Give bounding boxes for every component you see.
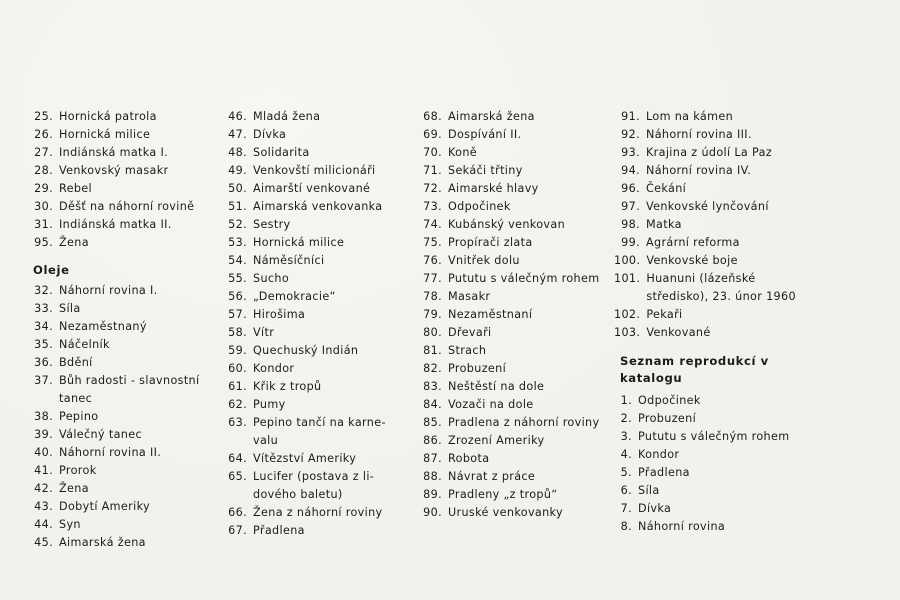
list-item <box>227 144 407 162</box>
item-title: Krajina z údolí La Paz <box>646 146 773 159</box>
list-item <box>33 534 218 552</box>
item-number: 7. <box>620 502 632 515</box>
column-2 <box>227 108 407 540</box>
list-item <box>422 432 602 450</box>
list-item <box>227 360 407 378</box>
item-number: 25. <box>34 110 53 123</box>
item-number: 87. <box>423 452 442 465</box>
item-title: Náčelník <box>59 338 110 351</box>
item-title: Síla <box>59 302 81 315</box>
list-item <box>227 414 407 450</box>
item-number: 95. <box>34 236 53 249</box>
item-title: Hirošima <box>253 308 306 321</box>
artwork-list-continued <box>614 108 814 342</box>
list-item <box>614 126 814 144</box>
list-item <box>422 468 602 486</box>
item-number: 50. <box>228 182 247 195</box>
list-item <box>614 144 814 162</box>
item-number: 39. <box>34 428 53 441</box>
item-number: 58. <box>228 326 247 339</box>
item-number: 100. <box>614 254 641 267</box>
item-title: Přadlena <box>638 466 690 479</box>
list-item <box>227 198 407 216</box>
item-title: Síla <box>638 484 660 497</box>
item-number: 49. <box>228 164 247 177</box>
item-number: 2. <box>620 412 632 425</box>
list-item <box>227 126 407 144</box>
list-item <box>614 234 814 252</box>
item-number: 27. <box>34 146 53 159</box>
list-item <box>33 480 218 498</box>
item-title: Zrození Ameriky <box>448 434 545 447</box>
item-number: 38. <box>34 410 53 423</box>
item-title: Děšť na náhorní rovině <box>59 200 195 213</box>
item-title: „Demokracie“ <box>253 290 336 303</box>
item-title: Vozači na dole <box>448 398 534 411</box>
item-title: Huanuni (lázeňské středisko), 23. únor 1960 <box>646 272 796 303</box>
artwork-list-oils <box>33 282 218 552</box>
item-number: 83. <box>423 380 442 393</box>
item-number: 86. <box>423 434 442 447</box>
list-item <box>614 162 814 180</box>
item-number: 36. <box>34 356 53 369</box>
item-number: 94. <box>621 164 640 177</box>
list-item <box>227 504 407 522</box>
list-item <box>33 300 218 318</box>
list-item <box>33 180 218 198</box>
list-item <box>227 216 407 234</box>
item-number: 103. <box>614 326 641 339</box>
item-number: 3. <box>620 430 632 443</box>
item-number: 65. <box>228 470 247 483</box>
item-title: Náhorní rovina IV. <box>646 164 752 177</box>
item-number: 29. <box>34 182 53 195</box>
item-number: 45. <box>34 536 53 549</box>
list-item <box>422 108 602 126</box>
list-item <box>422 396 602 414</box>
list-item <box>614 464 814 482</box>
item-title: Nezaměstnaní <box>448 308 533 321</box>
item-title: Probuzení <box>638 412 697 425</box>
list-item <box>422 450 602 468</box>
item-number: 1. <box>620 394 632 407</box>
list-item <box>422 162 602 180</box>
item-number: 53. <box>228 236 247 249</box>
item-title: Čekání <box>646 182 687 195</box>
item-title: Dobytí Ameriky <box>59 500 150 513</box>
list-item <box>614 198 814 216</box>
list-item <box>614 270 814 306</box>
item-title: Indiánská matka I. <box>59 146 169 159</box>
list-item <box>33 426 218 444</box>
item-title: Pepino tančí na karne-valu <box>253 416 386 447</box>
item-number: 31. <box>34 218 53 231</box>
item-number: 84. <box>423 398 442 411</box>
item-title: Neštěstí na dole <box>448 380 545 393</box>
item-title: Náhorní rovina <box>638 520 726 533</box>
list-item <box>33 216 218 234</box>
item-title: Venkovské lynčování <box>646 200 769 213</box>
item-number: 67. <box>228 524 247 537</box>
item-number: 78. <box>423 290 442 303</box>
section-heading-reproductions: Seznam reprodukcí v katalogu <box>620 354 769 385</box>
item-title: Lucifer (postava z li-dového baletu) <box>253 470 375 501</box>
list-item <box>422 504 602 522</box>
list-item <box>227 162 407 180</box>
list-item <box>422 144 602 162</box>
list-item <box>227 468 407 504</box>
item-number: 80. <box>423 326 442 339</box>
item-title: Křik z tropů <box>253 380 322 393</box>
item-title: Žena z náhorní roviny <box>253 506 383 519</box>
list-item <box>33 408 218 426</box>
list-item <box>33 354 218 372</box>
item-number: 98. <box>621 218 640 231</box>
item-title: Bůh radosti - slavnostní tanec <box>59 374 200 405</box>
item-number: 4. <box>620 448 632 461</box>
item-number: 59. <box>228 344 247 357</box>
item-number: 8. <box>620 520 632 533</box>
item-title: Aimarská venkovanka <box>253 200 383 213</box>
item-number: 89. <box>423 488 442 501</box>
item-title: Dospívání II. <box>448 128 522 141</box>
list-item <box>33 318 218 336</box>
item-title: Indiánská matka II. <box>59 218 172 231</box>
item-number: 28. <box>34 164 53 177</box>
item-number: 47. <box>228 128 247 141</box>
item-number: 62. <box>228 398 247 411</box>
list-item <box>614 252 814 270</box>
item-number: 35. <box>34 338 53 351</box>
item-number: 40. <box>34 446 53 459</box>
item-number: 73. <box>423 200 442 213</box>
item-title: Venkované <box>646 326 711 339</box>
list-item <box>227 288 407 306</box>
item-number: 60. <box>228 362 247 375</box>
item-title: Robota <box>448 452 490 465</box>
item-title: Aimarská žena <box>448 110 535 123</box>
list-item <box>422 324 602 342</box>
item-number: 101. <box>614 272 641 285</box>
list-item <box>227 252 407 270</box>
list-item <box>422 252 602 270</box>
list-item <box>614 500 814 518</box>
item-title: Vítr <box>253 326 275 339</box>
list-item <box>33 516 218 534</box>
list-item <box>227 522 407 540</box>
list-item <box>614 324 814 342</box>
list-item <box>422 360 602 378</box>
item-title: Quechuský Indián <box>253 344 359 357</box>
item-number: 37. <box>34 374 53 387</box>
item-title: Syn <box>59 518 81 531</box>
list-item <box>33 498 218 516</box>
item-title: Lom na kámen <box>646 110 734 123</box>
item-number: 33. <box>34 302 53 315</box>
item-number: 81. <box>423 344 442 357</box>
item-title: Uruské venkovanky <box>448 506 563 519</box>
item-title: Dívka <box>638 502 672 515</box>
item-number: 92. <box>621 128 640 141</box>
item-title: Aimarské hlavy <box>448 182 539 195</box>
item-title: Pumy <box>253 398 286 411</box>
item-title: Masakr <box>448 290 491 303</box>
item-title: Kondor <box>253 362 295 375</box>
item-number: 68. <box>423 110 442 123</box>
item-title: Pekaři <box>646 308 683 321</box>
item-title: Kondor <box>638 448 680 461</box>
list-item <box>227 180 407 198</box>
item-number: 41. <box>34 464 53 477</box>
item-title: Žena <box>59 236 89 249</box>
item-title: Strach <box>448 344 487 357</box>
list-item <box>227 450 407 468</box>
list-item <box>33 282 218 300</box>
item-title: Mladá žena <box>253 110 321 123</box>
item-title: Hornická patrola <box>59 110 157 123</box>
item-number: 69. <box>423 128 442 141</box>
list-item <box>33 108 218 126</box>
item-title: Dívka <box>253 128 287 141</box>
item-title: Koně <box>448 146 477 159</box>
list-item <box>227 378 407 396</box>
item-number: 46. <box>228 110 247 123</box>
column-4 <box>614 108 814 536</box>
list-item <box>227 270 407 288</box>
list-item <box>614 446 814 464</box>
item-title: Venkovský masakr <box>59 164 169 177</box>
list-item <box>614 482 814 500</box>
item-title: Žena <box>59 482 89 495</box>
item-number: 75. <box>423 236 442 249</box>
item-title: Sucho <box>253 272 290 285</box>
item-number: 97. <box>621 200 640 213</box>
item-title: Odpočinek <box>638 394 701 407</box>
list-item <box>422 198 602 216</box>
item-number: 34. <box>34 320 53 333</box>
item-number: 77. <box>423 272 442 285</box>
item-number: 79. <box>423 308 442 321</box>
list-item <box>614 306 814 324</box>
artwork-list-drawings <box>33 108 218 252</box>
item-title: Rebel <box>59 182 92 195</box>
list-item <box>422 486 602 504</box>
column-1 <box>33 108 218 552</box>
item-number: 88. <box>423 470 442 483</box>
item-title: Agrární reforma <box>646 236 740 249</box>
item-number: 26. <box>34 128 53 141</box>
item-title: Pradlena z náhorní roviny <box>448 416 600 429</box>
list-item <box>227 306 407 324</box>
list-item <box>422 414 602 432</box>
list-item <box>33 162 218 180</box>
item-title: Náhorní rovina II. <box>59 446 162 459</box>
item-number: 52. <box>228 218 247 231</box>
item-title: Pututu s válečným rohem <box>638 430 790 443</box>
item-number: 55. <box>228 272 247 285</box>
item-number: 91. <box>621 110 640 123</box>
list-item <box>227 324 407 342</box>
list-item <box>422 306 602 324</box>
item-number: 82. <box>423 362 442 375</box>
list-item <box>33 126 218 144</box>
item-title: Přadlena <box>253 524 305 537</box>
item-title: Bdění <box>59 356 93 369</box>
list-item <box>227 108 407 126</box>
item-number: 44. <box>34 518 53 531</box>
item-title: Náměsíčníci <box>253 254 325 267</box>
list-item <box>33 144 218 162</box>
item-number: 30. <box>34 200 53 213</box>
item-title: Válečný tanec <box>59 428 142 441</box>
item-title: Dřevaři <box>448 326 492 339</box>
list-item <box>422 126 602 144</box>
list-item <box>614 180 814 198</box>
item-title: Hornická milice <box>59 128 151 141</box>
item-title: Náhorní rovina III. <box>646 128 752 141</box>
list-item <box>614 518 814 536</box>
item-title: Návrat z práce <box>448 470 536 483</box>
list-item <box>422 270 602 288</box>
item-title: Aimarští venkované <box>253 182 371 195</box>
item-title: Nezaměstnaný <box>59 320 147 333</box>
item-title: Propírači zlata <box>448 236 533 249</box>
item-title: Vítězství Ameriky <box>253 452 357 465</box>
list-item <box>614 410 814 428</box>
list-item <box>614 108 814 126</box>
item-title: Prorok <box>59 464 97 477</box>
item-number: 5. <box>620 466 632 479</box>
list-item <box>422 342 602 360</box>
item-title: Probuzení <box>448 362 507 375</box>
item-number: 90. <box>423 506 442 519</box>
item-title: Matka <box>646 218 682 231</box>
list-item <box>614 428 814 446</box>
item-number: 96. <box>621 182 640 195</box>
list-item <box>422 180 602 198</box>
item-number: 51. <box>228 200 247 213</box>
list-item <box>33 372 218 408</box>
item-number: 74. <box>423 218 442 231</box>
item-number: 71. <box>423 164 442 177</box>
list-item <box>422 234 602 252</box>
item-number: 56. <box>228 290 247 303</box>
item-number: 85. <box>423 416 442 429</box>
reproductions-list <box>614 392 814 536</box>
list-item <box>227 234 407 252</box>
item-number: 99. <box>621 236 640 249</box>
item-number: 48. <box>228 146 247 159</box>
item-title: Hornická milice <box>253 236 345 249</box>
item-title: Sekáči třtiny <box>448 164 523 177</box>
item-title: Kubánský venkovan <box>448 218 566 231</box>
item-number: 64. <box>228 452 247 465</box>
column-3 <box>422 108 602 522</box>
item-title: Pututu s válečným rohem <box>448 272 600 285</box>
item-title: Vnitřek dolu <box>448 254 520 267</box>
item-number: 54. <box>228 254 247 267</box>
item-number: 66. <box>228 506 247 519</box>
list-item <box>422 288 602 306</box>
list-item <box>227 396 407 414</box>
item-number: 93. <box>621 146 640 159</box>
item-number: 43. <box>34 500 53 513</box>
item-number: 6. <box>620 484 632 497</box>
item-title: Aimarská žena <box>59 536 146 549</box>
list-item <box>33 198 218 216</box>
item-title: Venkovské boje <box>646 254 738 267</box>
item-title: Odpočinek <box>448 200 511 213</box>
item-number: 63. <box>228 416 247 429</box>
item-number: 42. <box>34 482 53 495</box>
list-item <box>422 216 602 234</box>
list-item <box>33 444 218 462</box>
item-number: 72. <box>423 182 442 195</box>
item-number: 57. <box>228 308 247 321</box>
item-number: 61. <box>228 380 247 393</box>
item-number: 32. <box>34 284 53 297</box>
item-title: Sestry <box>253 218 291 231</box>
list-item <box>33 234 218 252</box>
item-number: 70. <box>423 146 442 159</box>
item-title: Pradleny „z tropů“ <box>448 488 558 501</box>
list-item <box>227 342 407 360</box>
item-title: Náhorní rovina I. <box>59 284 158 297</box>
item-title: Pepino <box>59 410 99 423</box>
list-item <box>33 336 218 354</box>
item-number: 102. <box>614 308 641 321</box>
list-item <box>422 378 602 396</box>
item-title: Venkovští milicionáři <box>253 164 376 177</box>
item-number: 76. <box>423 254 442 267</box>
list-item <box>614 392 814 410</box>
list-item <box>33 462 218 480</box>
item-title: Solidarita <box>253 146 310 159</box>
list-item <box>614 216 814 234</box>
section-heading-oils: Oleje <box>33 263 70 277</box>
